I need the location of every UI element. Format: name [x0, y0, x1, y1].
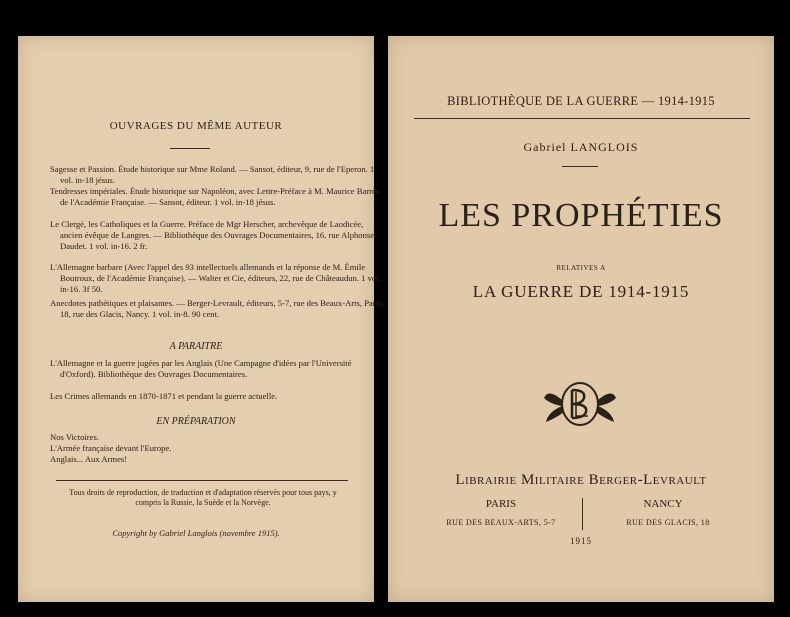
divider: [170, 148, 210, 149]
works-heading: OUVRAGES DU MÊME AUTEUR: [109, 120, 283, 132]
preparation-item: Nos Victoires.: [50, 432, 99, 442]
forthcoming-item: Les Crimes allemands en 1870-1871 et pendant la guerre actuelle.: [50, 391, 278, 401]
divider: [562, 166, 598, 167]
work-item: Anecdotes pathétiques et plaisantes. — Berger-Levrault, éditeurs, 5-7, rue des Beaux-Arts, Paris; 18, rue des Glacis, Nancy. 1 vol. in-8. 90 cent.: [50, 298, 384, 319]
divider: [414, 118, 750, 119]
work-item: Tendresses impériales. Étude historique sur Napoléon, avec Lettre-Préface à M. Maurice Barrès, de l'Académie Française. — Sansot, éditeur. 1 vol. in-18 jésus.: [50, 186, 382, 207]
work-item: L'Allemagne barbare (Avec l'appel des 93 intellectuels allemands et la réponse de M. Émile Boutroux, de l'Académie Française). — Walter et Cie, éditeurs, 22, rue de Châteaudun. 1 vol. in-16. 3f 50.: [50, 262, 381, 294]
city-paris: PARIS: [485, 498, 517, 510]
copyright: Copyright by Gabriel Langlois (novembre 1915).: [112, 528, 280, 538]
right-page: [388, 36, 774, 602]
a-paraitre-heading: A PARAITRE: [169, 341, 223, 352]
en-preparation-heading: EN PRÉPARATION: [156, 416, 236, 427]
work-item: Le Clergé, les Catholiques et la Guerre. Préface de Mgr Herscher, archevêque de Laodicée, ancien évêque de Langres. — Bibliothèque des Ouvrages Documentaires, 16, rue Alphonse-Daudet. 1 vol. in-16. 2 fr.: [50, 219, 377, 251]
work-item: Sagesse et Passion. Étude historique sur Mme Roland. — Sansot, éditeur, 9, rue de l'Eperon. 1 vol. in-18 jésus.: [50, 164, 375, 185]
subtitle: LA GUERRE DE 1914-1915: [472, 282, 690, 301]
address-paris: RUE DES BEAUX-ARTS, 5-7: [446, 518, 556, 527]
publisher-emblem-icon: [540, 378, 620, 430]
book-title: LES PROPHÉTIES: [438, 197, 724, 234]
preparation-item: L'Armée française devant l'Europe.: [50, 443, 172, 453]
divider: [56, 480, 348, 481]
city-nancy: NANCY: [643, 498, 683, 510]
year: 1915: [570, 536, 592, 546]
publisher-name: Librairie Militaire Berger-Levrault: [455, 472, 707, 488]
preparation-item: Anglais... Aux Armes!: [50, 454, 128, 464]
vertical-divider: [582, 498, 583, 530]
address-nancy: RUE DES GLACIS, 18: [626, 518, 710, 527]
left-page: [18, 36, 384, 602]
series-title: BIBLIOTHÈQUE DE LA GUERRE — 1914-1915: [447, 94, 715, 108]
author: Gabriel LANGLOIS: [523, 140, 639, 154]
rights-notice: Tous droits de reproduction, de traduction et d'adaptation réservés pour tous pays, y compris la Russie, la Suède et la Norvège.: [69, 488, 337, 507]
forthcoming-item: L'Allemagne et la guerre jugées par les Anglais (Une Campagne d'idées par l'Université d'Oxford). Bibliothèque des Ouvrages Documentaires.: [50, 358, 352, 379]
relatives-label: RELATIVES A: [556, 264, 606, 272]
